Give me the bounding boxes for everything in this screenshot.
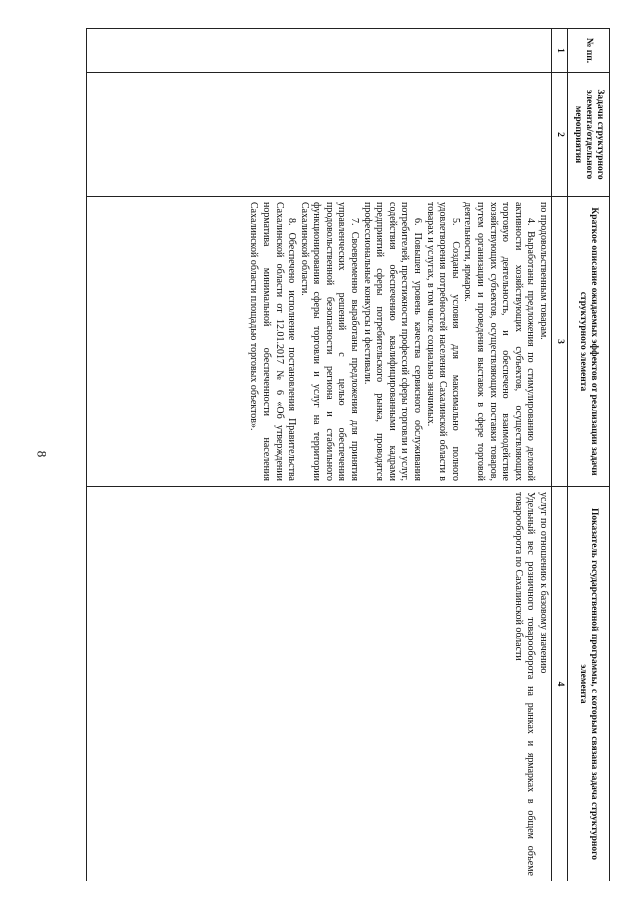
program-table [86,28,610,881]
rotated-page-area [86,28,610,881]
effects-paragraph: 8. Обеспечено исполнение постановления Правительства Сахалинской области от 12.01.2017 № 6 «Об утверждении норматива минимальной обеспеченности населения Сахалинской области площадью торговых объектов». [248,202,298,481]
effects-paragraph: по продовольственным товарам. [538,202,549,340]
cell-item-number [87,29,552,73]
cell-indicator [87,487,552,882]
page-number: 8 [34,450,50,458]
cell-tasks [87,73,552,197]
column-number: 1 [552,29,568,73]
column-number: 4 [552,487,568,882]
table-header-row [568,29,610,882]
column-number-row [552,29,568,882]
effects-paragraph: 4. Выработаны предложения по стимулированию деловой активности хозяйствующих субъектов, осуществляющих торговую деятельность, и обеспечено взаимодействие хозяйствующих субъектов, осуществляющих поставки товаров, путем организации и проведения выставок в сфере торговой деятельности, ярмарок. [462,202,537,481]
effects-paragraph: 5. Созданы условия для максимально полного удовлетворения потребностей населения Сахалинской области в товарах и услугах, в том числе социально значимых. [424,202,461,481]
table-wrapper [86,28,610,881]
indicator-paragraph: услуг по отношению к базовому значению [538,492,549,674]
header-item-number: № пп. [568,29,610,73]
effects-paragraph: 7. Своевременно выработаны предложения для принятия управленческих решений с целью обеспечения продовольственной безопасности региона и стабильного функционирования сферы торговли и услуг на территории Сахалинской области. [298,202,361,481]
indicator-paragraph: Удельный вес розничного товарооборота на рынках и ярмарках в общем объеме товарооборота по Сахалинской области [512,492,537,876]
header-tasks: Задачи структурного элемента/отдельного мероприятия [568,73,610,197]
header-indicator: Показатель государственной программы, с которым связана задача структурного элемента [568,487,610,882]
table-row [87,29,552,882]
effects-paragraph: 6. Повышен уровень качества сервисного обслуживания потребителей, престижности профессий сферы торговли и услуг, содействия обеспечению квалифицированными кадрами предприятий сферы потребительского рынка, проводятся профессиональные конкурсы и фестивали. [361,202,424,481]
column-number: 2 [552,73,568,197]
column-number: 3 [552,197,568,487]
header-effects: Краткое описание ожидаемых эффектов от реализации задачи структурного элемента [568,197,610,487]
cell-effects [87,197,552,487]
